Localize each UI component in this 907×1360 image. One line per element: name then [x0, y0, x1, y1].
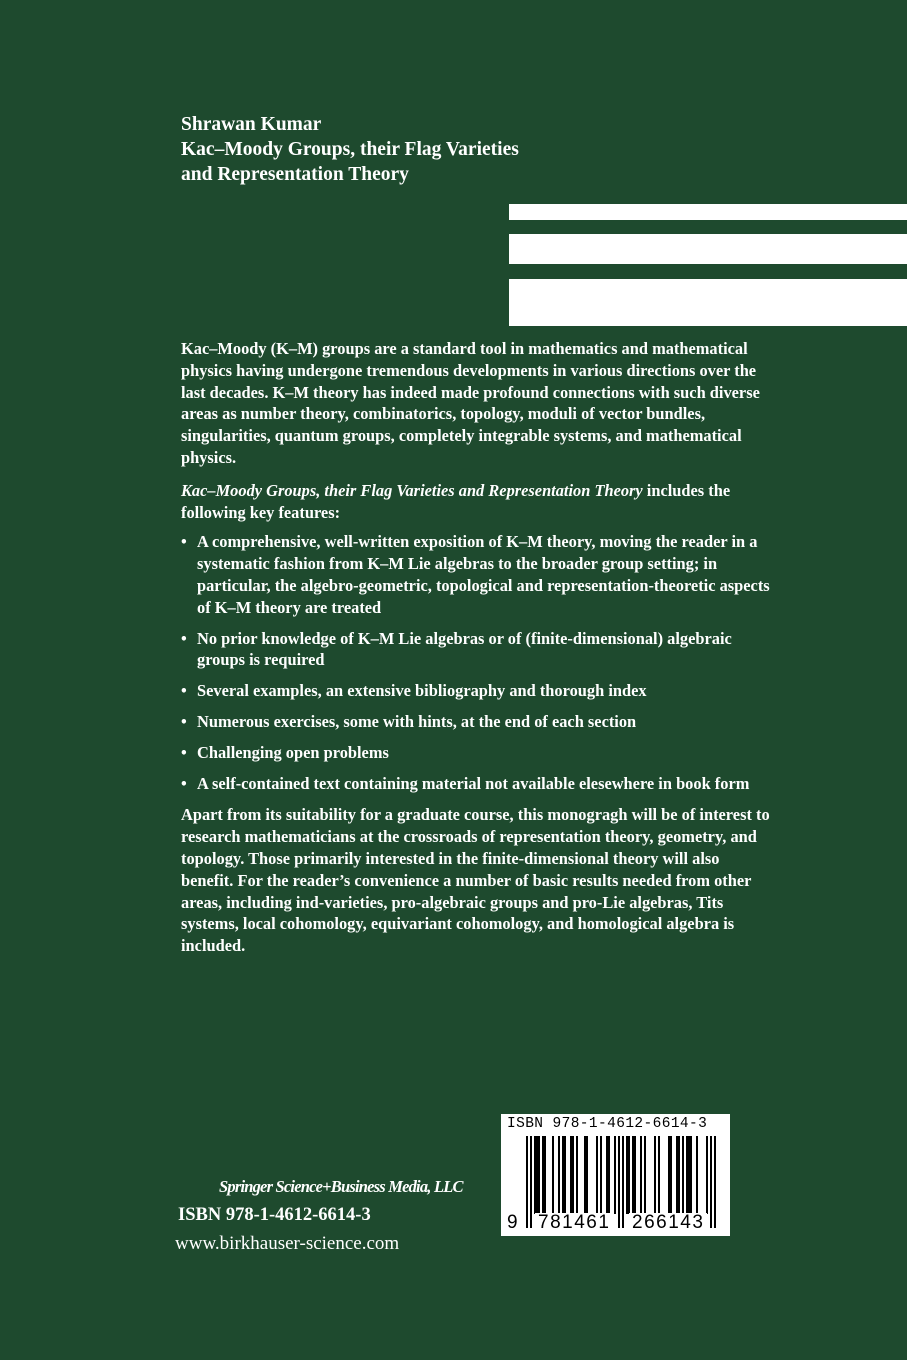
barcode-bar	[628, 1136, 630, 1214]
decorative-stripe-2	[509, 234, 907, 264]
book-title-line-2: and Representation Theory	[181, 164, 409, 185]
barcode-bar	[640, 1136, 642, 1214]
feature-text: Challenging open problems	[197, 742, 389, 762]
barcode-bar	[686, 1136, 688, 1214]
barcode-bar	[564, 1136, 566, 1214]
barcode-bar	[714, 1136, 716, 1228]
barcode-lead-digit: 9	[507, 1212, 518, 1233]
barcode-bar	[658, 1136, 660, 1214]
barcode-bar	[632, 1136, 634, 1214]
feature-item	[181, 711, 771, 733]
barcode-bar	[536, 1136, 538, 1214]
barcode-bar	[572, 1136, 574, 1214]
feature-text: Several examples, an extensive bibliography and thorough index	[197, 681, 647, 701]
barcode-bar	[552, 1136, 554, 1214]
barcode-bar	[678, 1136, 680, 1214]
barcode-bar	[706, 1136, 708, 1214]
feature-item	[181, 742, 771, 764]
features-intro-rest: includes the following key features:	[181, 480, 731, 522]
barcode-bar	[586, 1136, 588, 1214]
isbn-text: ISBN 978-1-4612-6614-3	[178, 1205, 371, 1225]
barcode-bar	[558, 1136, 560, 1214]
publisher-website[interactable]: www.birkhauser-science.com	[175, 1233, 400, 1254]
features-intro	[181, 480, 771, 524]
barcode-bar	[634, 1136, 636, 1214]
features-intro-title: Kac–Moody Groups, their Flag Varieties and Representation Theory	[181, 480, 643, 500]
barcode-bar	[690, 1136, 692, 1214]
barcode-bar	[608, 1136, 610, 1214]
barcode-bar	[626, 1136, 628, 1214]
barcode-bar	[584, 1136, 586, 1214]
bullet-icon: •	[181, 681, 187, 701]
barcode-bar	[670, 1136, 672, 1214]
bullet-icon: •	[181, 711, 187, 731]
feature-list	[181, 531, 771, 794]
feature-text: Numerous exercises, some with hints, at the end of each section	[197, 711, 637, 731]
book-title-line-1: Kac–Moody Groups, their Flag Varieties	[181, 139, 519, 160]
bullet-icon: •	[181, 532, 187, 552]
feature-text: No prior knowledge of K–M Lie algebras or of (finite-dimensional) algebraic groups is required	[197, 628, 732, 670]
barcode-bar	[618, 1136, 620, 1228]
barcode-bar	[696, 1136, 698, 1214]
barcode-bar	[544, 1136, 546, 1214]
barcode-bar	[570, 1136, 572, 1214]
barcode-bar	[562, 1136, 564, 1214]
barcode-bar	[622, 1136, 624, 1228]
publisher-name: Springer Science+Business Media, LLC	[219, 1177, 463, 1196]
bullet-icon: •	[181, 628, 187, 648]
closing-paragraph: Apart from its suitability for a graduate course, this monogragh will be of interest to research mathematicians at the crossroads of representation theory, geometry, and topology. Those primarily interested in the finite-dimensional theory will also benefit. For the reader’s convenience a number of basic results needed from other areas, including ind-varieties, pro-algebraic groups and pro-Lie algebras, Tits systems, local cohomology, equivariant cohomology, and homological algebra is included.	[181, 805, 770, 956]
feature-text: A comprehensive, well-written exposition of K–M theory, moving the reader in a systematic fashion from K–M Lie algebras to the broader group setting; in particular, the algebro-geometric, topological and representation-theoretic aspects of K–M theory are treated	[197, 532, 770, 617]
isbn-barcode	[501, 1114, 730, 1236]
back-cover-description	[181, 338, 771, 968]
decorative-stripe-3	[509, 279, 907, 326]
barcode-digit-group-2: 266143	[629, 1213, 707, 1233]
cover-header	[181, 112, 781, 187]
barcode-bar	[654, 1136, 656, 1214]
barcode-bar	[596, 1136, 598, 1214]
barcode-bar	[710, 1136, 712, 1228]
barcode-bar	[614, 1136, 616, 1214]
barcode-digit-group-1: 781461	[535, 1213, 613, 1233]
feature-text: A self-contained text containing material not available elesewhere in book form	[197, 773, 750, 793]
feature-item	[181, 531, 771, 618]
barcode-bar	[526, 1136, 528, 1228]
barcode-bar	[644, 1136, 646, 1214]
author-name: Shrawan Kumar	[181, 114, 322, 135]
barcode-bar	[676, 1136, 678, 1214]
barcode-bar	[538, 1136, 540, 1214]
barcode-bar	[530, 1136, 532, 1228]
intro-paragraph: Kac–Moody (K–M) groups are a standard tool in mathematics and mathematical physics having undergone tremendous developments in various directions over the last decades. K–M theory has indeed made profound connections with such diverse areas as number theory, combinatorics, topology, moduli of vector bundles, singularities, quantum groups, completely integrable systems, and mathematical physics.	[181, 339, 760, 467]
barcode-bar	[600, 1136, 602, 1214]
feature-item	[181, 773, 771, 795]
bullet-icon: •	[181, 742, 187, 762]
barcode-bar	[576, 1136, 578, 1214]
feature-item	[181, 680, 771, 702]
barcode-bar	[542, 1136, 544, 1214]
barcode-bar	[534, 1136, 536, 1214]
barcode-bar	[682, 1136, 684, 1214]
barcode-bar	[606, 1136, 608, 1214]
bullet-icon: •	[181, 773, 187, 793]
barcode-isbn-label: ISBN 978-1-4612-6614-3	[507, 1116, 708, 1132]
decorative-stripe-1	[509, 204, 907, 220]
barcode-bar	[688, 1136, 690, 1214]
feature-item	[181, 628, 771, 672]
barcode-bar	[668, 1136, 670, 1214]
